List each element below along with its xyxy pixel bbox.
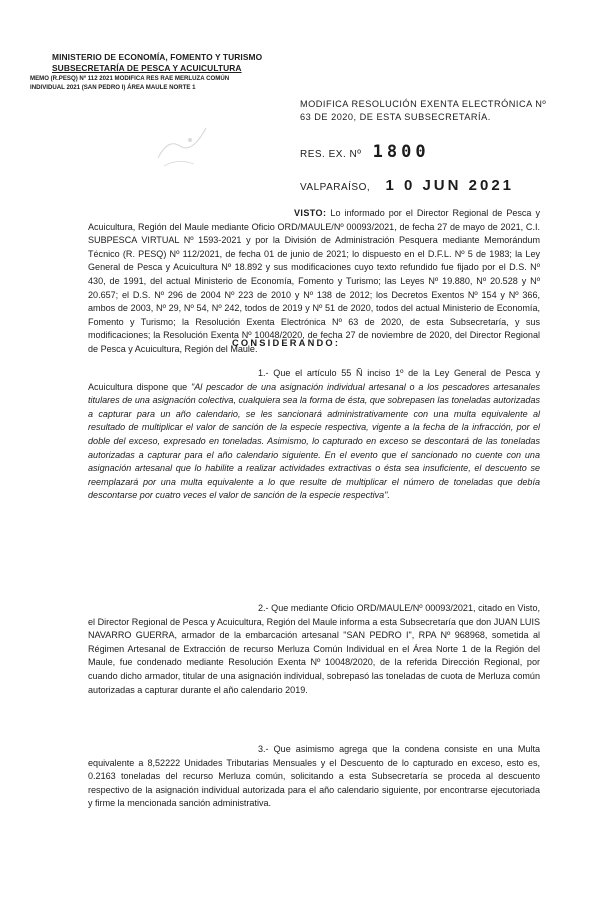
memo-reference-line1: MEMO (R.PESQ) Nº 112 2021 MODIFICA RES RAE MERLUZA COMÚN	[30, 75, 230, 82]
considerando-2	[88, 602, 540, 697]
subsecretaria-name: SUBSECRETARÍA DE PESCA Y ACUICULTURA	[52, 63, 242, 73]
document-title: MODIFICA RESOLUCIÓN EXENTA ELECTRÓNICA Nº 63 DE 2020, DE ESTA SUBSECRETARÍA.	[300, 99, 547, 122]
resolution-date-row	[300, 177, 514, 194]
considerando-1-quote: "Al pescador de una asignación individual artesanal o a los pescadores artesanales titulares de una asignación colectiva, cualquiera sea la forma de ésta, que sobrepasen las toneladas autorizadas a capturar para un año calendario, se les sancionará administrativamente con una multa equivalente al resultado de multiplicar el valor de sanción de la especie respectiva, vigente a la fecha de la infracción, por el doble del exceso, expresado en toneladas. Asimismo, lo capturado en exceso se descontará de las toneladas autorizadas a capturar para el año calendario siguiente. En el evento que el sancionado no cuente con una asignación artesanal que lo habilite a realizar actividades extractivas o ésta sea insuficiente, el descuento se reemplazará por una multa equivalente a lo que resulte de multiplicar el número de toneladas que debía descontarse por cuatro veces el valor de sanción de la especie respectiva".	[88, 381, 540, 501]
resolution-place: VALPARAÍSO,	[300, 182, 371, 193]
resolution-number-row	[300, 142, 430, 162]
resolution-number: 1800	[372, 142, 430, 162]
considerando-heading: CONSIDERANDO:	[232, 338, 341, 348]
visto-text: Lo informado por el Director Regional de Pesca y Acuicultura, Región del Maule mediante Oficio ORD/MAULE/Nº 00093/2021, de fecha 27 de mayo de 2021, C.I. SUBPESCA VIRTUAL Nº 1593-2021 y por la División de Administración Pesquera mediante Memorándum Técnico (R. PESQ) Nº 112/2021, de fecha 01 de junio de 2021; lo dispuesto en el D.F.L. Nº 5 de 1983; la Ley General de Pesca y Acuicultura Nº 18.892 y sus modificaciones cuyo texto refundido fue fijado por el D.S. Nº 430, de 1991, del actual Ministerio de Economía, Fomento y Turismo; las Leyes Nº 19.880, Nº 20.528 y Nº 20.657; el D.S. Nº 296 de 2004 Nº 223 de 2010 y Nº 138 de 2012; los Decretos Exentos Nº 154 y Nº 366, ambos de 2003, Nº 29, Nº 54, Nº 242, todos de 2019 y Nº 51 de 2020, todos del actual Ministerio de Economía, Fomento y Turismo; la Resolución Exenta Electrónica Nº 63 de 2020, de esta Subsecretaría, y sus modificaciones; la Resolución Exenta Nº 10048/2020, de fecha 27 de noviembre de 2020, del Director Regional de Pesca y Acuicultura, Región del Maule.	[88, 208, 540, 354]
visto-label: VISTO:	[294, 208, 327, 218]
considerando-3	[88, 743, 540, 811]
visto-paragraph	[88, 207, 540, 357]
considerando-2-number: 2.-	[258, 603, 269, 613]
resolution-label: RES. EX. Nº	[300, 149, 362, 160]
considerando-1-text: Que el artículo 55 Ñ inciso 1º de la Ley General de Pesca y Acuicultura dispone que	[88, 368, 541, 392]
considerando-1-number: 1.-	[258, 368, 269, 378]
ministry-name: MINISTERIO DE ECONOMÍA, FOMENTO Y TURISMO	[52, 52, 263, 62]
memo-reference-line2: INDIVIDUAL 2021 (SAN PEDRO I) ÁREA MAULE NORTE 1	[30, 84, 196, 91]
considerando-1	[88, 367, 540, 503]
considerando-3-text: Que asimismo agrega que la condena consiste en una Multa equivalente a 8,52222 Unidades Tributarias Mensuales y el Descuento de lo capturado en exceso, esto es, 0.2163 toneladas del recurso Merluza común, solicitando a esta Subsecretaría se proceda al descuento respectivo de la asignación individual autorizada para el año calendario siguiente, por encontrarse ejecutoriada y firme la mencionada sanción administrativa.	[88, 744, 540, 809]
resolution-date: 1 0 JUN 2021	[385, 177, 515, 194]
considerando-3-number: 3.-	[258, 744, 269, 754]
faint-stamp-icon	[150, 118, 220, 178]
considerando-2-text: Que mediante Oficio ORD/MAULE/Nº 00093/2021, citado en Visto, el Director Regional de Pesca y Acuicultura, Región del Maule informa a esta Subsecretaría que don JUAN LUIS NAVARRO GUERRA, armador de la embarcación artesanal "SAN PEDRO I", RPA Nº 968968, sometida al Régimen Artesanal de Extracción de recurso Merluza Común Individual en el Área Norte 1 de la Región del Maule, fue condenado mediante Resolución Exenta Nº 10048/2020, de la referida Dirección Regional, por cuando dicho armador, titular de una asignación individual, sobrepasó las toneladas de cuota de Merluza común autorizadas a capturar durante el año calendario 2019.	[88, 603, 540, 695]
